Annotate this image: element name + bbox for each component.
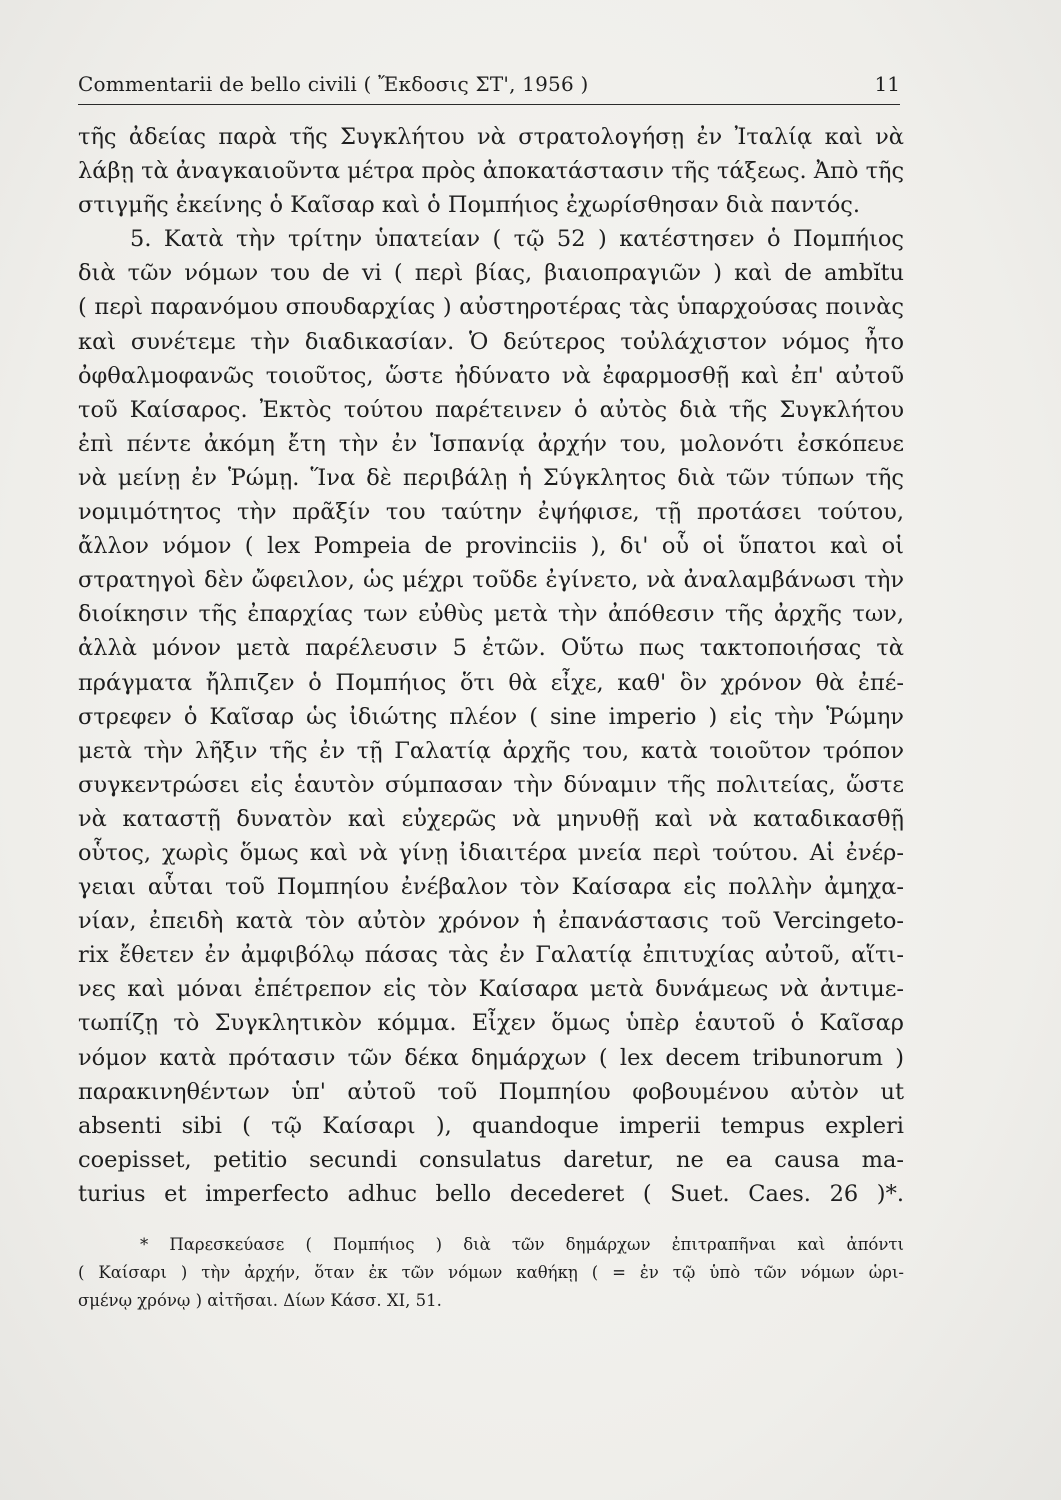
header-title: Commentarii de bello civili ( Ἔκδοσις ΣΤ', 1956 ) (78, 72, 589, 96)
footnote-line: ( Καίσαρι ) τὴν ἀρχήν, ὅταν ἐκ τῶν νόμων καθήκῃ ( = ἐν τῷ ὑπὸ τῶν νόμων ὡρι- (78, 1263, 904, 1282)
text-line: ἀλλὰ μόνον μετὰ παρέλευσιν 5 ἐτῶν. Οὕτω πως τακτοποιήσας τὰ (78, 635, 904, 662)
text-line: τῆς ἀδείας παρὰ τῆς Συγκλήτου νὰ στρατολογήσῃ ἐν Ἰταλίᾳ καὶ νὰ (78, 124, 904, 150)
text-line: τωπίζῃ τὸ Συγκλητικὸν κόμμα. Εἶχεν ὅμως ὑπὲρ ἑαυτοῦ ὁ Καῖσαρ (78, 1010, 904, 1037)
text-line: διὰ τῶν νόμων του de vi ( περὶ βίας, βιαιοπραγιῶν ) καὶ de ambĭtu (78, 260, 904, 287)
text-line: 5. Κατὰ τὴν τρίτην ὑπατείαν ( τῷ 52 ) κατέστησεν ὁ Πομπήιος (130, 226, 904, 253)
body-text (78, 120, 904, 1211)
footnote-line: * Παρεσκεύασε ( Πομπήιος ) διὰ τῶν δημάρχων ἐπιτραπῆναι καὶ ἀπόντι (140, 1235, 904, 1254)
text-line: νίαν, ἐπειδὴ κατὰ τὸν αὐτὸν χρόνον ἡ ἐπανάστασις τοῦ Vercingeto- (78, 908, 904, 935)
text-line: νὰ καταστῇ δυνατὸν καὶ εὐχερῶς νὰ μηνυθῇ καὶ νὰ καταδικασθῇ (78, 805, 904, 832)
text-line: στρατηγοὶ δὲν ὤφειλον, ὡς μέχρι τοῦδε ἐγίνετο, νὰ ἀναλαμβάνωσι τὴν (78, 567, 904, 594)
text-line: στιγμῆς ἐκείνης ὁ Καῖσαρ καὶ ὁ Πομπήιος ἐχωρίσθησαν διὰ παντός. (78, 192, 861, 219)
text-line: νόμον κατὰ πρότασιν τῶν δέκα δημάρχων ( lex decem tribunorum ) (78, 1044, 904, 1071)
text-line: turius et imperfecto adhuc bello decederet ( Suet. Caes. 26 )*. (78, 1180, 904, 1207)
text-line: coepisset, petitio secundi consulatus daretur, ne ea causa ma- (78, 1146, 904, 1173)
text-line: διοίκησιν τῆς ἐπαρχίας των εὐθὺς μετὰ τὴν ἀπόθεσιν τῆς ἀρχῆς των, (78, 601, 904, 628)
text-line: συγκεντρώσει εἰς ἑαυτὸν σύμπασαν τὴν δύναμιν τῆς πολιτείας, ὥστε (78, 771, 904, 798)
running-header (78, 66, 900, 105)
text-line: οὗτος, χωρὶς ὅμως καὶ νὰ γίνῃ ἰδιαιτέρα μνεία περὶ τούτου. Αἱ ἐνέρ- (78, 839, 904, 866)
text-line: νὰ μείνῃ ἐν Ῥώμῃ. Ἵνα δὲ περιβάλῃ ἡ Σύγκλητος διὰ τῶν τύπων τῆς (78, 464, 904, 491)
text-line: ἐπὶ πέντε ἀκόμη ἔτη τὴν ἐν Ἱσπανίᾳ ἀρχήν του, μολονότι ἐσκόπευε (78, 430, 904, 457)
footnote-line: σμένῳ χρόνῳ ) αἰτῆσαι. Δίων Κάσσ. XI, 51. (78, 1291, 442, 1310)
footnote (78, 1231, 904, 1315)
text-line: ὀφθαλμοφανῶς τοιοῦτος, ὥστε ἠδύνατο νὰ ἐφαρμοσθῇ καὶ ἐπ' αὐτοῦ (78, 362, 904, 389)
text-line: μετὰ τὴν λῆξιν τῆς ἐν τῇ Γαλατίᾳ ἀρχῆς του, κατὰ τοιοῦτον τρόπον (78, 737, 904, 764)
page-number: 11 (874, 72, 900, 96)
text-line: καὶ συνέτεμε τὴν διαδικασίαν. Ὁ δεύτερος τοὐλάχιστον νόμος ἦτο (78, 328, 904, 355)
text-line: τοῦ Καίσαρος. Ἐκτὸς τούτου παρέτεινεν ὁ αὐτὸς διὰ τῆς Συγκλήτου (78, 396, 904, 423)
text-line: ἄλλον νόμον ( lex Pompeia de provinciis ), δι' οὗ οἱ ὕπατοι καὶ οἱ (78, 533, 904, 560)
text-line: γειαι αὗται τοῦ Πομπηίου ἐνέβαλον τὸν Καίσαρα εἰς πολλὴν ἀμηχα- (78, 874, 904, 901)
text-line: παρακινηθέντων ὑπ' αὐτοῦ τοῦ Πομπηίου φοβουμένου αὐτὸν ut (78, 1078, 904, 1105)
text-line: νομιμότητος τὴν πρᾶξίν του ταύτην ἐψήφισε, τῇ προτάσει τούτου, (78, 499, 904, 526)
text-line: absenti sibi ( τῷ Καίσαρι ), quandoque imperii tempus expleri (78, 1112, 904, 1139)
text-line: πράγματα ἤλπιζεν ὁ Πομπήιος ὅτι θὰ εἶχε, καθ' ὃν χρόνον θὰ ἐπέ- (78, 669, 904, 696)
text-line: λάβῃ τὰ ἀναγκαιοῦντα μέτρα πρὸς ἀποκατάστασιν τῆς τάξεως. Ἀπὸ τῆς (78, 158, 905, 185)
text-line: ( περὶ παρανόμου σπουδαρχίας ) αὐστηροτέρας τὰς ὑπαρχούσας ποινὰς (78, 294, 904, 321)
text-line: rix ἔθετεν ἐν ἀμφιβόλῳ πάσας τὰς ἐν Γαλατίᾳ ἐπιτυχίας αὐτοῦ, αἵτι- (78, 942, 904, 969)
text-line: νες καὶ μόναι ἐπέτρεπον εἰς τὸν Καίσαρα μετὰ δυνάμεως νὰ ἀντιμε- (78, 976, 904, 1003)
text-line: στρεφεν ὁ Καῖσαρ ὡς ἰδιώτης πλέον ( sine imperio ) εἰς τὴν Ῥώμην (78, 703, 904, 730)
